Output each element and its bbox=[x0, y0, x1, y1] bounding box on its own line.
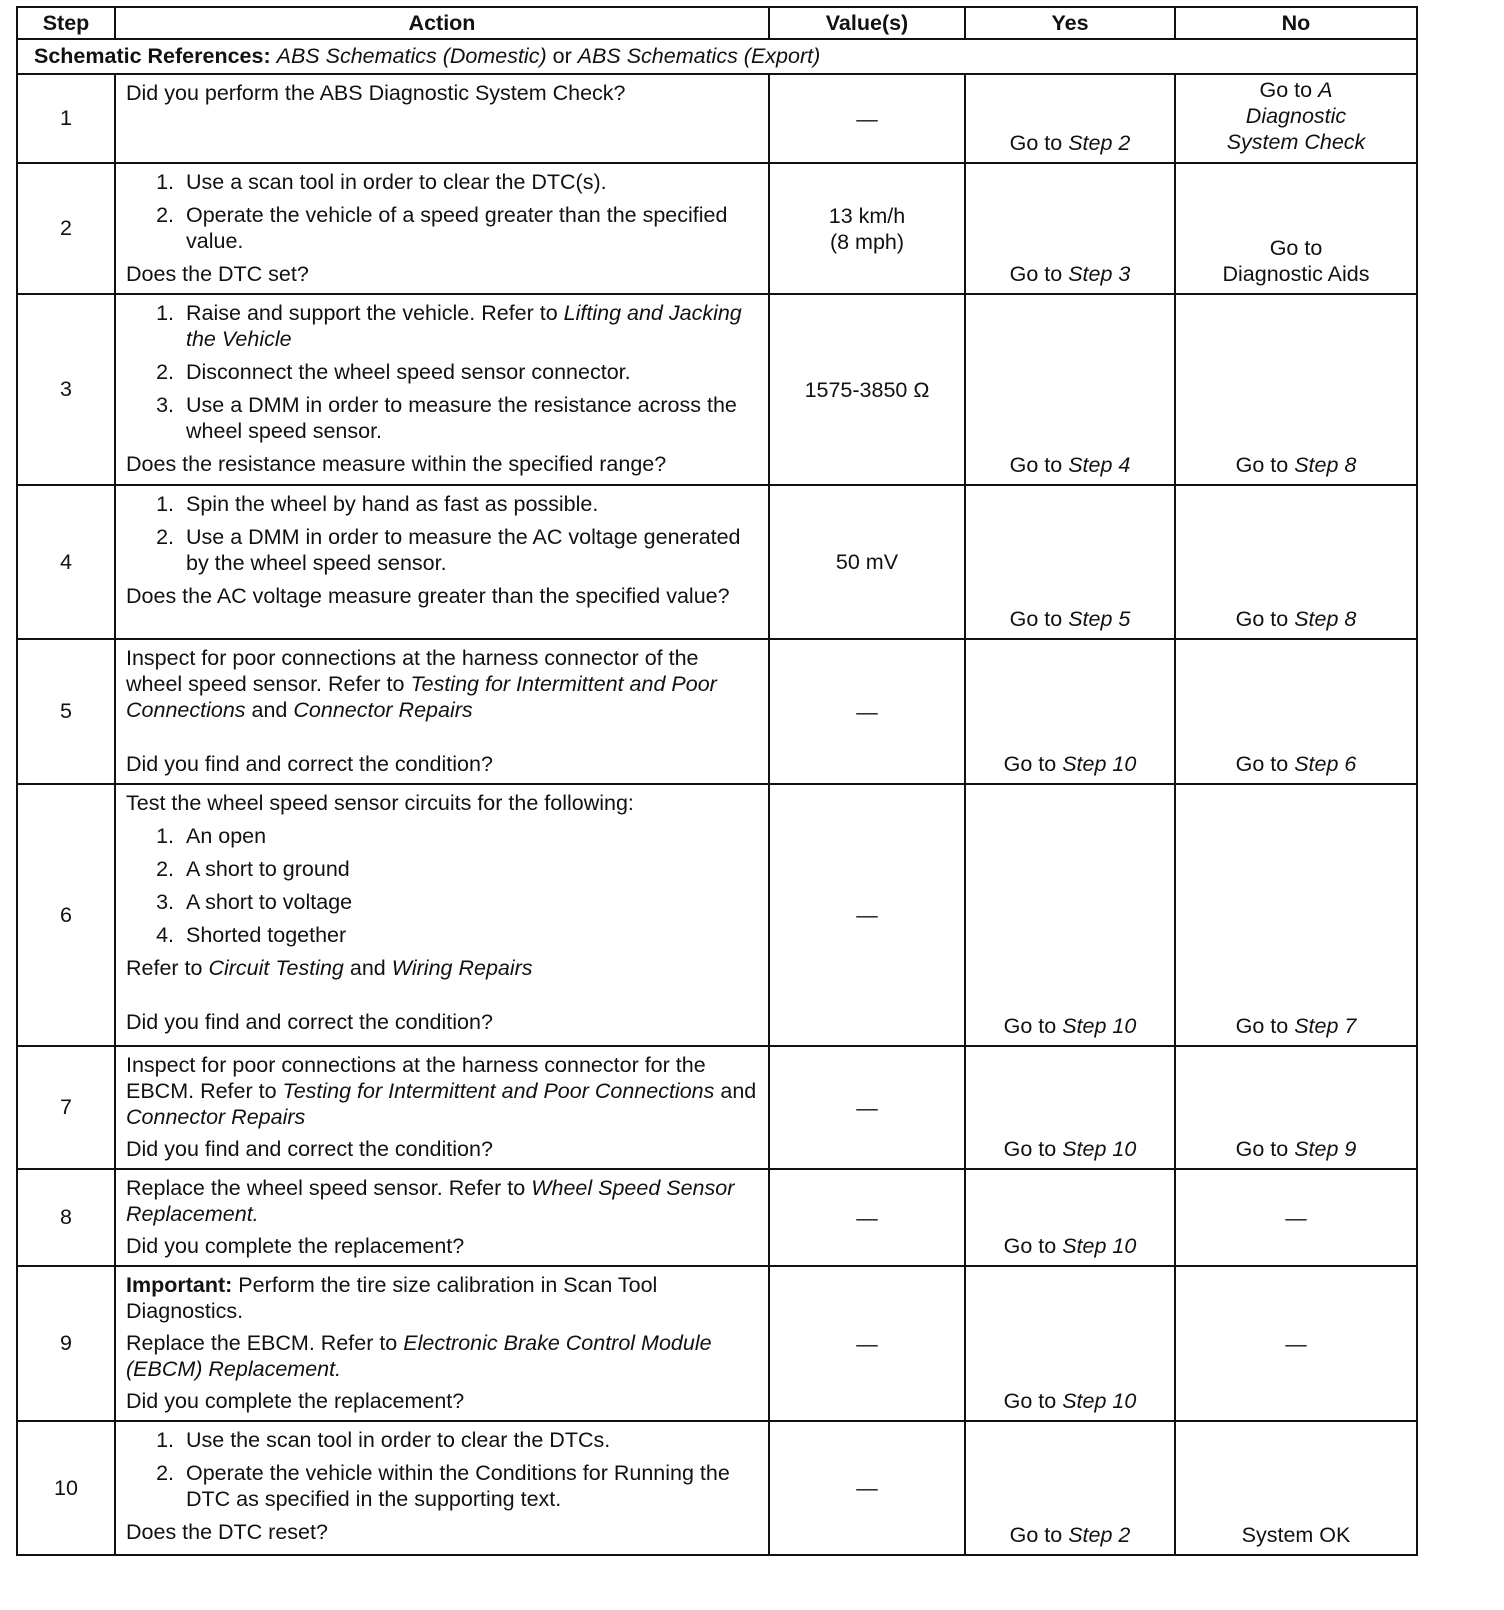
no-cell bbox=[1175, 1046, 1417, 1169]
no-step-link[interactable]: Step 6 bbox=[1294, 752, 1357, 776]
go-to-text: Go to bbox=[1009, 607, 1063, 631]
action-cell bbox=[115, 1421, 769, 1555]
go-to-text: Go to bbox=[1003, 1389, 1057, 1413]
value-cell: — bbox=[769, 1266, 965, 1421]
go-to-text: Go to bbox=[1259, 78, 1313, 102]
action-cell bbox=[115, 1169, 769, 1266]
no-link-line2[interactable]: Diagnostic bbox=[1245, 104, 1347, 128]
go-to-text: Go to bbox=[1235, 752, 1289, 776]
go-to-text: Go to bbox=[1009, 1523, 1063, 1547]
yes-step-link[interactable]: Step 5 bbox=[1068, 607, 1131, 631]
yes-cell bbox=[965, 1169, 1175, 1266]
value-cell: 1575-3850 Ω bbox=[769, 294, 965, 485]
yes-cell bbox=[965, 1421, 1175, 1555]
action-list-item: 1. Spin the wheel by hand as fast as possible. bbox=[180, 491, 760, 517]
diagnostic-aids-link[interactable]: Diagnostic Aids bbox=[1222, 262, 1370, 286]
go-to-text: Go to bbox=[1003, 1014, 1057, 1038]
header-yes: Yes bbox=[965, 7, 1175, 39]
header-row bbox=[17, 7, 1417, 39]
important-note bbox=[126, 1272, 760, 1324]
no-step-link[interactable]: Step 8 bbox=[1294, 453, 1357, 477]
wheel-speed-sensor-replacement-link[interactable]: Wheel Speed Sensor Replacement. bbox=[126, 1176, 735, 1226]
action-cell bbox=[115, 74, 769, 163]
header-values: Value(s) bbox=[769, 7, 965, 39]
action-list bbox=[126, 491, 760, 576]
wiring-repairs-link[interactable]: Wiring Repairs bbox=[391, 956, 533, 980]
action-list-item: 2. Use a DMM in order to measure the AC voltage generated by the wheel speed sensor. bbox=[180, 524, 760, 576]
action-text-span: Inspect for poor connections at the harness connector of the wheel speed sensor. Refer to bbox=[126, 646, 699, 696]
yes-step-link[interactable]: Step 2 bbox=[1068, 1523, 1131, 1547]
schematic-or: or bbox=[552, 44, 572, 68]
yes-step-link[interactable]: Step 4 bbox=[1068, 453, 1131, 477]
action-cell bbox=[115, 1266, 769, 1421]
step-number: 7 bbox=[17, 1046, 115, 1169]
value-cell: 50 mV bbox=[769, 485, 965, 639]
no-cell bbox=[1175, 163, 1417, 294]
yes-cell bbox=[965, 485, 1175, 639]
refer-text: Refer to bbox=[126, 956, 203, 980]
value-cell: — bbox=[769, 74, 965, 163]
no-cell: — bbox=[1175, 1266, 1417, 1421]
step-number: 8 bbox=[17, 1169, 115, 1266]
testing-intermittent-link[interactable]: Testing for Intermittent and Poor Connections bbox=[282, 1079, 715, 1103]
action-text bbox=[126, 1052, 760, 1130]
action-list-item: 4. Shorted together bbox=[180, 922, 760, 948]
no-cell bbox=[1175, 784, 1417, 1046]
system-ok-cell: System OK bbox=[1175, 1421, 1417, 1555]
header-step: Step bbox=[17, 7, 115, 39]
and-text: and bbox=[251, 698, 288, 722]
action-cell bbox=[115, 1046, 769, 1169]
diagnostic-table bbox=[16, 6, 1418, 1556]
schematic-label: Schematic References: bbox=[34, 44, 271, 68]
no-cell bbox=[1175, 294, 1417, 485]
action-text: Raise and support the vehicle. Refer to bbox=[186, 301, 558, 325]
ebcm-replacement-link[interactable]: Electronic Brake Control Module (EBCM) Replacement. bbox=[126, 1331, 712, 1381]
table-row bbox=[17, 1266, 1417, 1421]
header-action: Action bbox=[115, 7, 769, 39]
action-list-item: 3. Use a DMM in order to measure the resistance across the wheel speed sensor. bbox=[180, 392, 760, 444]
header-no: No bbox=[1175, 7, 1417, 39]
action-cell bbox=[115, 485, 769, 639]
and-text: and bbox=[720, 1079, 757, 1103]
action-list bbox=[126, 300, 760, 444]
value-cell: — bbox=[769, 1421, 965, 1555]
action-list-item: 2. Operate the vehicle of a speed greater than the specified value. bbox=[180, 202, 760, 254]
yes-step-link[interactable]: Step 10 bbox=[1062, 1014, 1137, 1038]
go-to-text: Go to bbox=[1235, 1014, 1289, 1038]
testing-intermittent-link[interactable]: Testing for Intermittent and Poor Connections bbox=[126, 672, 717, 722]
go-to-text: Go to bbox=[1235, 607, 1289, 631]
table-row bbox=[17, 74, 1417, 163]
value-cell: — bbox=[769, 639, 965, 784]
action-question: Does the DTC reset? bbox=[126, 1520, 328, 1544]
yes-step-link[interactable]: Step 10 bbox=[1062, 1389, 1137, 1413]
schematic-references bbox=[17, 39, 1417, 74]
action-list bbox=[126, 1427, 760, 1512]
step-number: 1 bbox=[17, 74, 115, 163]
action-list bbox=[126, 169, 760, 254]
no-step-link[interactable]: Step 7 bbox=[1294, 1014, 1357, 1038]
go-to-text: Go to bbox=[1003, 752, 1057, 776]
schematic-link-domestic[interactable]: ABS Schematics (Domestic) bbox=[276, 44, 547, 68]
action-text bbox=[126, 1175, 760, 1227]
no-step-link[interactable]: Step 8 bbox=[1294, 607, 1357, 631]
action-question: Did you complete the replacement? bbox=[126, 1389, 465, 1413]
go-to-text: Go to bbox=[1235, 1137, 1289, 1161]
value-cell: — bbox=[769, 1169, 965, 1266]
action-list-item: 2. Disconnect the wheel speed sensor connector. bbox=[180, 359, 760, 385]
spacer bbox=[126, 981, 760, 1009]
action-question: Does the resistance measure within the specified range? bbox=[126, 452, 667, 476]
no-step-link[interactable]: Step 9 bbox=[1294, 1137, 1357, 1161]
step-number: 5 bbox=[17, 639, 115, 784]
action-question: Does the DTC set? bbox=[126, 262, 309, 286]
action-question: Did you find and correct the condition? bbox=[126, 1137, 493, 1161]
value-line: 13 km/h bbox=[828, 203, 906, 228]
table-row bbox=[17, 294, 1417, 485]
go-to-text: Go to bbox=[1003, 1137, 1057, 1161]
no-cell bbox=[1175, 74, 1417, 163]
table-row bbox=[17, 1169, 1417, 1266]
yes-cell bbox=[965, 74, 1175, 163]
action-list-item: 2. Operate the vehicle within the Conditions for Running the DTC as specified in the supporting text. bbox=[180, 1460, 760, 1512]
schematic-link-export[interactable]: ABS Schematics (Export) bbox=[577, 44, 821, 68]
table-row bbox=[17, 639, 1417, 784]
step-number: 3 bbox=[17, 294, 115, 485]
yes-step-link[interactable]: Step 10 bbox=[1062, 752, 1137, 776]
action-list-item: 3. A short to voltage bbox=[180, 889, 760, 915]
connector-repairs-link[interactable]: Connector Repairs bbox=[126, 1105, 306, 1129]
table-row bbox=[17, 784, 1417, 1046]
step-number: 4 bbox=[17, 485, 115, 639]
spacer bbox=[126, 723, 760, 751]
action-list-item bbox=[180, 300, 760, 352]
go-to-text: Go to bbox=[1003, 1234, 1057, 1258]
yes-cell bbox=[965, 294, 1175, 485]
value-cell: — bbox=[769, 1046, 965, 1169]
value-cell bbox=[769, 163, 965, 294]
action-question: Did you complete the replacement? bbox=[126, 1234, 465, 1258]
yes-cell bbox=[965, 639, 1175, 784]
action-question: Did you find and correct the condition? bbox=[126, 752, 493, 776]
go-to-text: Go to bbox=[1009, 131, 1063, 155]
go-to-text: Go to bbox=[1009, 453, 1063, 477]
no-cell: — bbox=[1175, 1169, 1417, 1266]
action-text-span: Inspect for poor connections at the harness connector for the EBCM. Refer to bbox=[126, 1053, 706, 1103]
important-text: Perform the tire size calibration in Scan Tool Diagnostics. bbox=[126, 1273, 658, 1323]
no-link-a[interactable]: A bbox=[1318, 78, 1333, 102]
action-list-item: 1. An open bbox=[180, 823, 760, 849]
action-cell bbox=[115, 163, 769, 294]
circuit-testing-link[interactable]: Circuit Testing bbox=[208, 956, 344, 980]
action-question: Did you find and correct the condition? bbox=[126, 1010, 493, 1034]
yes-cell bbox=[965, 1266, 1175, 1421]
go-to-text: Go to bbox=[1009, 262, 1063, 286]
table-row bbox=[17, 485, 1417, 639]
no-cell bbox=[1175, 485, 1417, 639]
go-to-text: Go to bbox=[1235, 453, 1289, 477]
action-cell bbox=[115, 639, 769, 784]
connector-repairs-link[interactable]: Connector Repairs bbox=[293, 698, 473, 722]
action-cell bbox=[115, 294, 769, 485]
action-text-span: Replace the wheel speed sensor. Refer to bbox=[126, 1176, 526, 1200]
important-label: Important: bbox=[126, 1273, 233, 1297]
no-cell bbox=[1175, 639, 1417, 784]
no-link-line3[interactable]: System Check bbox=[1226, 130, 1366, 154]
step-number: 2 bbox=[17, 163, 115, 294]
yes-step-link[interactable]: Step 3 bbox=[1068, 262, 1131, 286]
action-text-span: Replace the EBCM. Refer to bbox=[126, 1331, 398, 1355]
no-line: Go to bbox=[1269, 236, 1323, 260]
action-list bbox=[126, 823, 760, 948]
table-row bbox=[17, 1421, 1417, 1555]
action-text bbox=[126, 645, 760, 723]
step-number: 6 bbox=[17, 784, 115, 1046]
action-list-item: 2. A short to ground bbox=[180, 856, 760, 882]
yes-cell bbox=[965, 1046, 1175, 1169]
and-text: and bbox=[349, 956, 386, 980]
yes-step-link[interactable]: Step 10 bbox=[1062, 1234, 1137, 1258]
action-cell bbox=[115, 784, 769, 1046]
action-list-item: 1. Use the scan tool in order to clear the DTCs. bbox=[180, 1427, 760, 1453]
yes-cell bbox=[965, 784, 1175, 1046]
action-question: Does the AC voltage measure greater than the specified value? bbox=[126, 584, 730, 608]
action-list-item: 1. Use a scan tool in order to clear the DTC(s). bbox=[180, 169, 760, 195]
table-row bbox=[17, 1046, 1417, 1169]
action-intro: Test the wheel speed sensor circuits for the following: bbox=[126, 791, 634, 815]
lifting-jacking-link[interactable]: Lifting and Jacking the Vehicle bbox=[186, 301, 742, 351]
table-row bbox=[17, 163, 1417, 294]
yes-cell bbox=[965, 163, 1175, 294]
step-number: 10 bbox=[17, 1421, 115, 1555]
value-cell: — bbox=[769, 784, 965, 1046]
action-text bbox=[126, 955, 760, 981]
yes-step-link[interactable]: Step 10 bbox=[1062, 1137, 1137, 1161]
action-text bbox=[126, 1330, 760, 1382]
value-line: (8 mph) bbox=[829, 229, 905, 254]
step-number: 9 bbox=[17, 1266, 115, 1421]
action-question: Did you perform the ABS Diagnostic System Check? bbox=[126, 81, 626, 105]
schematic-references-row bbox=[17, 39, 1417, 74]
yes-step-link[interactable]: Step 2 bbox=[1068, 131, 1131, 155]
diagnostic-page bbox=[16, 6, 1416, 1556]
